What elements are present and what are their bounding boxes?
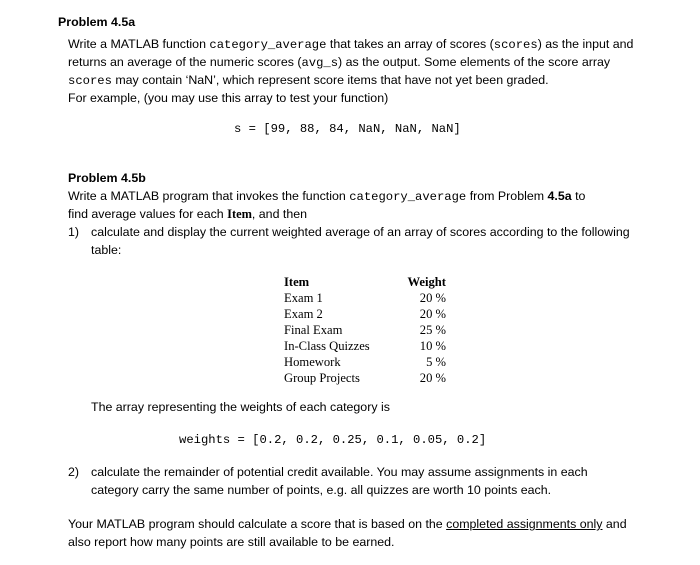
- table-row: [284, 290, 446, 306]
- table-cell-weight: 20 %: [419, 307, 446, 321]
- table-row: [284, 306, 446, 322]
- table-cell-weight: 25 %: [419, 323, 446, 337]
- table-cell-weight: 20 %: [419, 291, 446, 305]
- weights-table: [284, 274, 446, 386]
- table-cell-item: Exam 1: [284, 291, 323, 305]
- list-item-1-line-1: calculate and display the current weighted average of an array of scores according to the following: [91, 225, 630, 239]
- function-name-code: category_average: [209, 38, 327, 52]
- list-item-2-line-2: category carry the same number of points, e.g. all quizzes are worth 10 points each.: [91, 483, 552, 497]
- final-line-2: also report how many points are still available to be earned.: [68, 535, 395, 549]
- table-cell-weight: 5 %: [426, 355, 446, 369]
- function-name-code-b: category_average: [349, 190, 467, 204]
- table-row: [284, 370, 446, 386]
- table-row: [284, 338, 446, 354]
- scores-code: scores: [493, 38, 538, 52]
- table-cell-item: Exam 2: [284, 307, 323, 321]
- table-row: [284, 322, 446, 338]
- list-item-2-line-1: calculate the remainder of potential credit available. You may assume assignments in each: [91, 465, 588, 479]
- table-cell-item: Final Exam: [284, 323, 343, 337]
- problem-b-title: Problem 4.5b: [68, 171, 146, 185]
- table-cell-item: In-Class Quizzes: [284, 339, 370, 353]
- problem-a-title: Problem 4.5a: [58, 15, 136, 29]
- table-cell-item: Group Projects: [284, 371, 360, 385]
- table-cell-item: Homework: [284, 355, 341, 369]
- table-cell-weight: 10 %: [419, 339, 446, 353]
- table-header-item: Item: [284, 275, 310, 289]
- completed-assignments-emphasis: completed assignments only: [446, 517, 603, 531]
- weights-array-code: weights = [0.2, 0.2, 0.25, 0.1, 0.05, 0.2]: [179, 433, 487, 447]
- avg-s-code: avg_s: [301, 56, 339, 70]
- list-number-1: 1): [68, 225, 80, 239]
- list-item-1-line-2: table:: [91, 243, 122, 257]
- final-line-1: Your MATLAB program should calculate a score that is based on the completed assignments only and: [68, 517, 627, 531]
- problem-a-line-1: Write a MATLAB function category_average that takes an array of scores (scores) as the input and: [68, 37, 634, 52]
- table-cell-weight: 20 %: [419, 371, 446, 385]
- problem-a-line-2: returns an average of the numeric scores (avg_s) as the output. Some elements of the score array: [68, 55, 611, 70]
- problem-b-line-2: find average values for each Item, and then: [68, 207, 308, 221]
- example-array-code: s = [99, 88, 84, NaN, NaN, NaN]: [234, 122, 461, 136]
- table-header-weight: Weight: [407, 275, 446, 289]
- problem-b-line-1: Write a MATLAB program that invokes the function category_average from Problem 4.5a to: [68, 189, 586, 204]
- weights-intro: The array representing the weights of each category is: [91, 400, 390, 414]
- problem-a-line-3: scores may contain ‘NaN’, which represent score items that have not yet been graded.: [68, 73, 549, 88]
- list-number-2: 2): [68, 465, 80, 479]
- problem-a-line-4: For example, (you may use this array to test your function): [68, 91, 389, 105]
- scores-code-2: scores: [68, 74, 112, 88]
- table-row: [284, 354, 446, 370]
